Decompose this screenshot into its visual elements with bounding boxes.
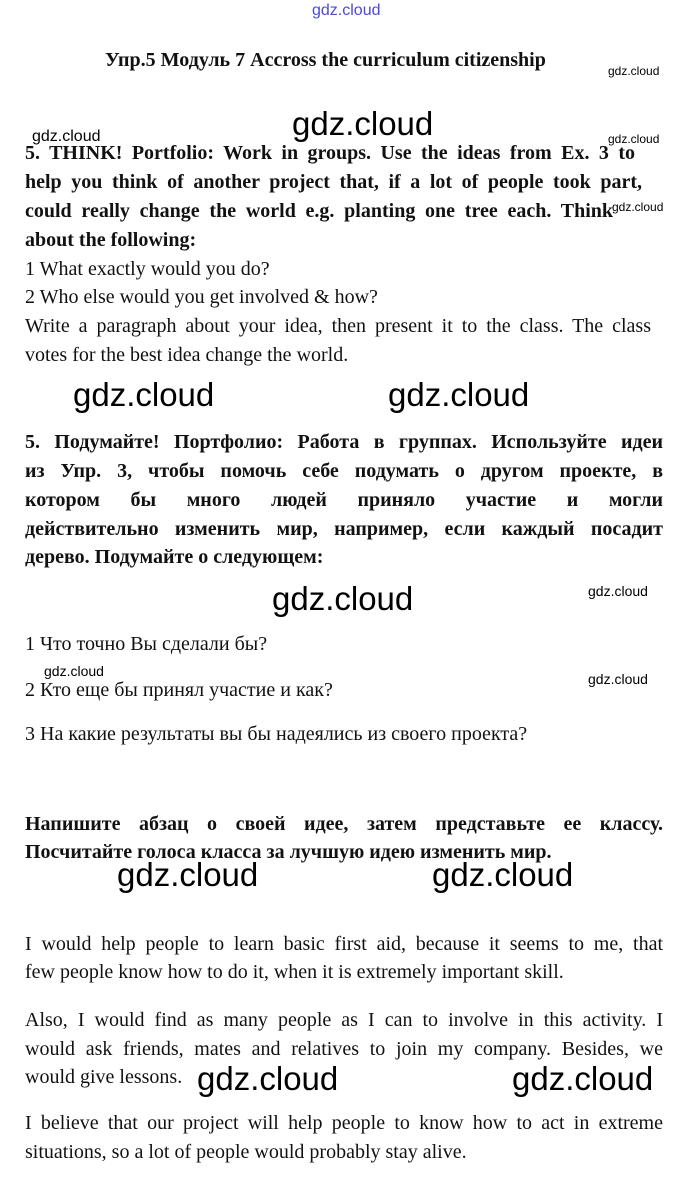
answer-p1-line-1: I would help people to learn basic first aid, because it seems to me, that bbox=[25, 933, 663, 955]
watermark-large: gdz.cloud bbox=[432, 856, 574, 893]
watermark-small: gdz.cloud bbox=[608, 132, 660, 146]
task-en-line-3: could really change the world e.g. planting one tree each. Think bbox=[25, 200, 613, 222]
task-en-line-4: about the following: bbox=[25, 229, 197, 251]
task-en-closing-2: votes for the best idea change the world. bbox=[25, 344, 349, 366]
watermark-small: gdz.cloud bbox=[608, 64, 660, 78]
task-en-item-2: 2 Who else would you get involved & how? bbox=[25, 286, 378, 308]
task-ru-line-5: дерево. Подумайте о следующем: bbox=[25, 546, 324, 568]
watermark-large: gdz.cloud bbox=[292, 105, 434, 142]
page-title: Упр.5 Модуль 7 Accross the curriculum citizenship bbox=[105, 49, 546, 71]
task-ru-closing-2: Посчитайте голоса класса за лучшую идею изменить мир. bbox=[25, 841, 552, 863]
task-ru-closing-1: Напишите абзац о своей идее, затем представьте ее классу. bbox=[25, 813, 663, 835]
watermark-small: gdz.cloud bbox=[44, 663, 104, 679]
task-ru-line-3: котором бы много людей приняло участие и могли bbox=[25, 489, 663, 511]
task-en-item-1: 1 What exactly would you do? bbox=[25, 258, 270, 280]
task-en-line-1: 5. THINK! Portfolio: Work in groups. Use the ideas from Ex. 3 to bbox=[25, 142, 635, 164]
watermark-large: gdz.cloud bbox=[272, 580, 414, 617]
answer-p2-line-2: would ask friends, mates and relatives to join my company. Besides, we bbox=[25, 1038, 663, 1060]
answer-p2-line-1: Also, I would find as many people as I can to involve in this activity. I bbox=[25, 1009, 663, 1031]
task-ru-line-2: из Упр. 3, чтобы помочь себе подумать о другом проекте, в bbox=[25, 460, 663, 482]
answer-p3-line-2: situations, so a lot of people would probably stay alive. bbox=[25, 1141, 467, 1163]
watermark-small: gdz.cloud bbox=[32, 128, 101, 145]
task-ru-line-1: 5. Подумайте! Портфолио: Работа в группах. Используйте идеи bbox=[25, 431, 663, 453]
answer-p1-line-2: few people know how to do it, when it is extremely important skill. bbox=[25, 961, 564, 983]
watermark-small: gdz.cloud bbox=[588, 671, 648, 687]
task-ru-item-3: 3 На какие результаты вы бы надеялись из своего проекта? bbox=[25, 723, 528, 745]
answer-p3-line-1: I believe that our project will help people to know how to act in extreme bbox=[25, 1112, 663, 1134]
watermark-large: gdz.cloud bbox=[388, 376, 530, 413]
task-ru-line-4: действительно изменить мир, например, если каждый посадит bbox=[25, 518, 663, 540]
watermark-small: gdz.cloud bbox=[612, 200, 664, 214]
task-en-line-2: help you think of another project that, if a lot of people took part, bbox=[25, 171, 642, 193]
task-ru-item-2: 2 Кто еще бы принял участие и как? bbox=[25, 679, 333, 701]
watermark-large: gdz.cloud bbox=[117, 856, 259, 893]
watermark-large: gdz.cloud bbox=[73, 376, 215, 413]
answer-p2-line-3: would give lessons. bbox=[25, 1066, 183, 1088]
task-ru-item-1: 1 Что точно Вы сделали бы? bbox=[25, 633, 268, 655]
task-en-closing-1: Write a paragraph about your idea, then present it to the class. The class bbox=[25, 315, 651, 337]
watermark-top: gdz.cloud bbox=[312, 2, 381, 19]
watermark-large: gdz.cloud bbox=[512, 1060, 654, 1097]
watermark-large: gdz.cloud bbox=[197, 1060, 339, 1097]
watermark-small: gdz.cloud bbox=[588, 583, 648, 599]
